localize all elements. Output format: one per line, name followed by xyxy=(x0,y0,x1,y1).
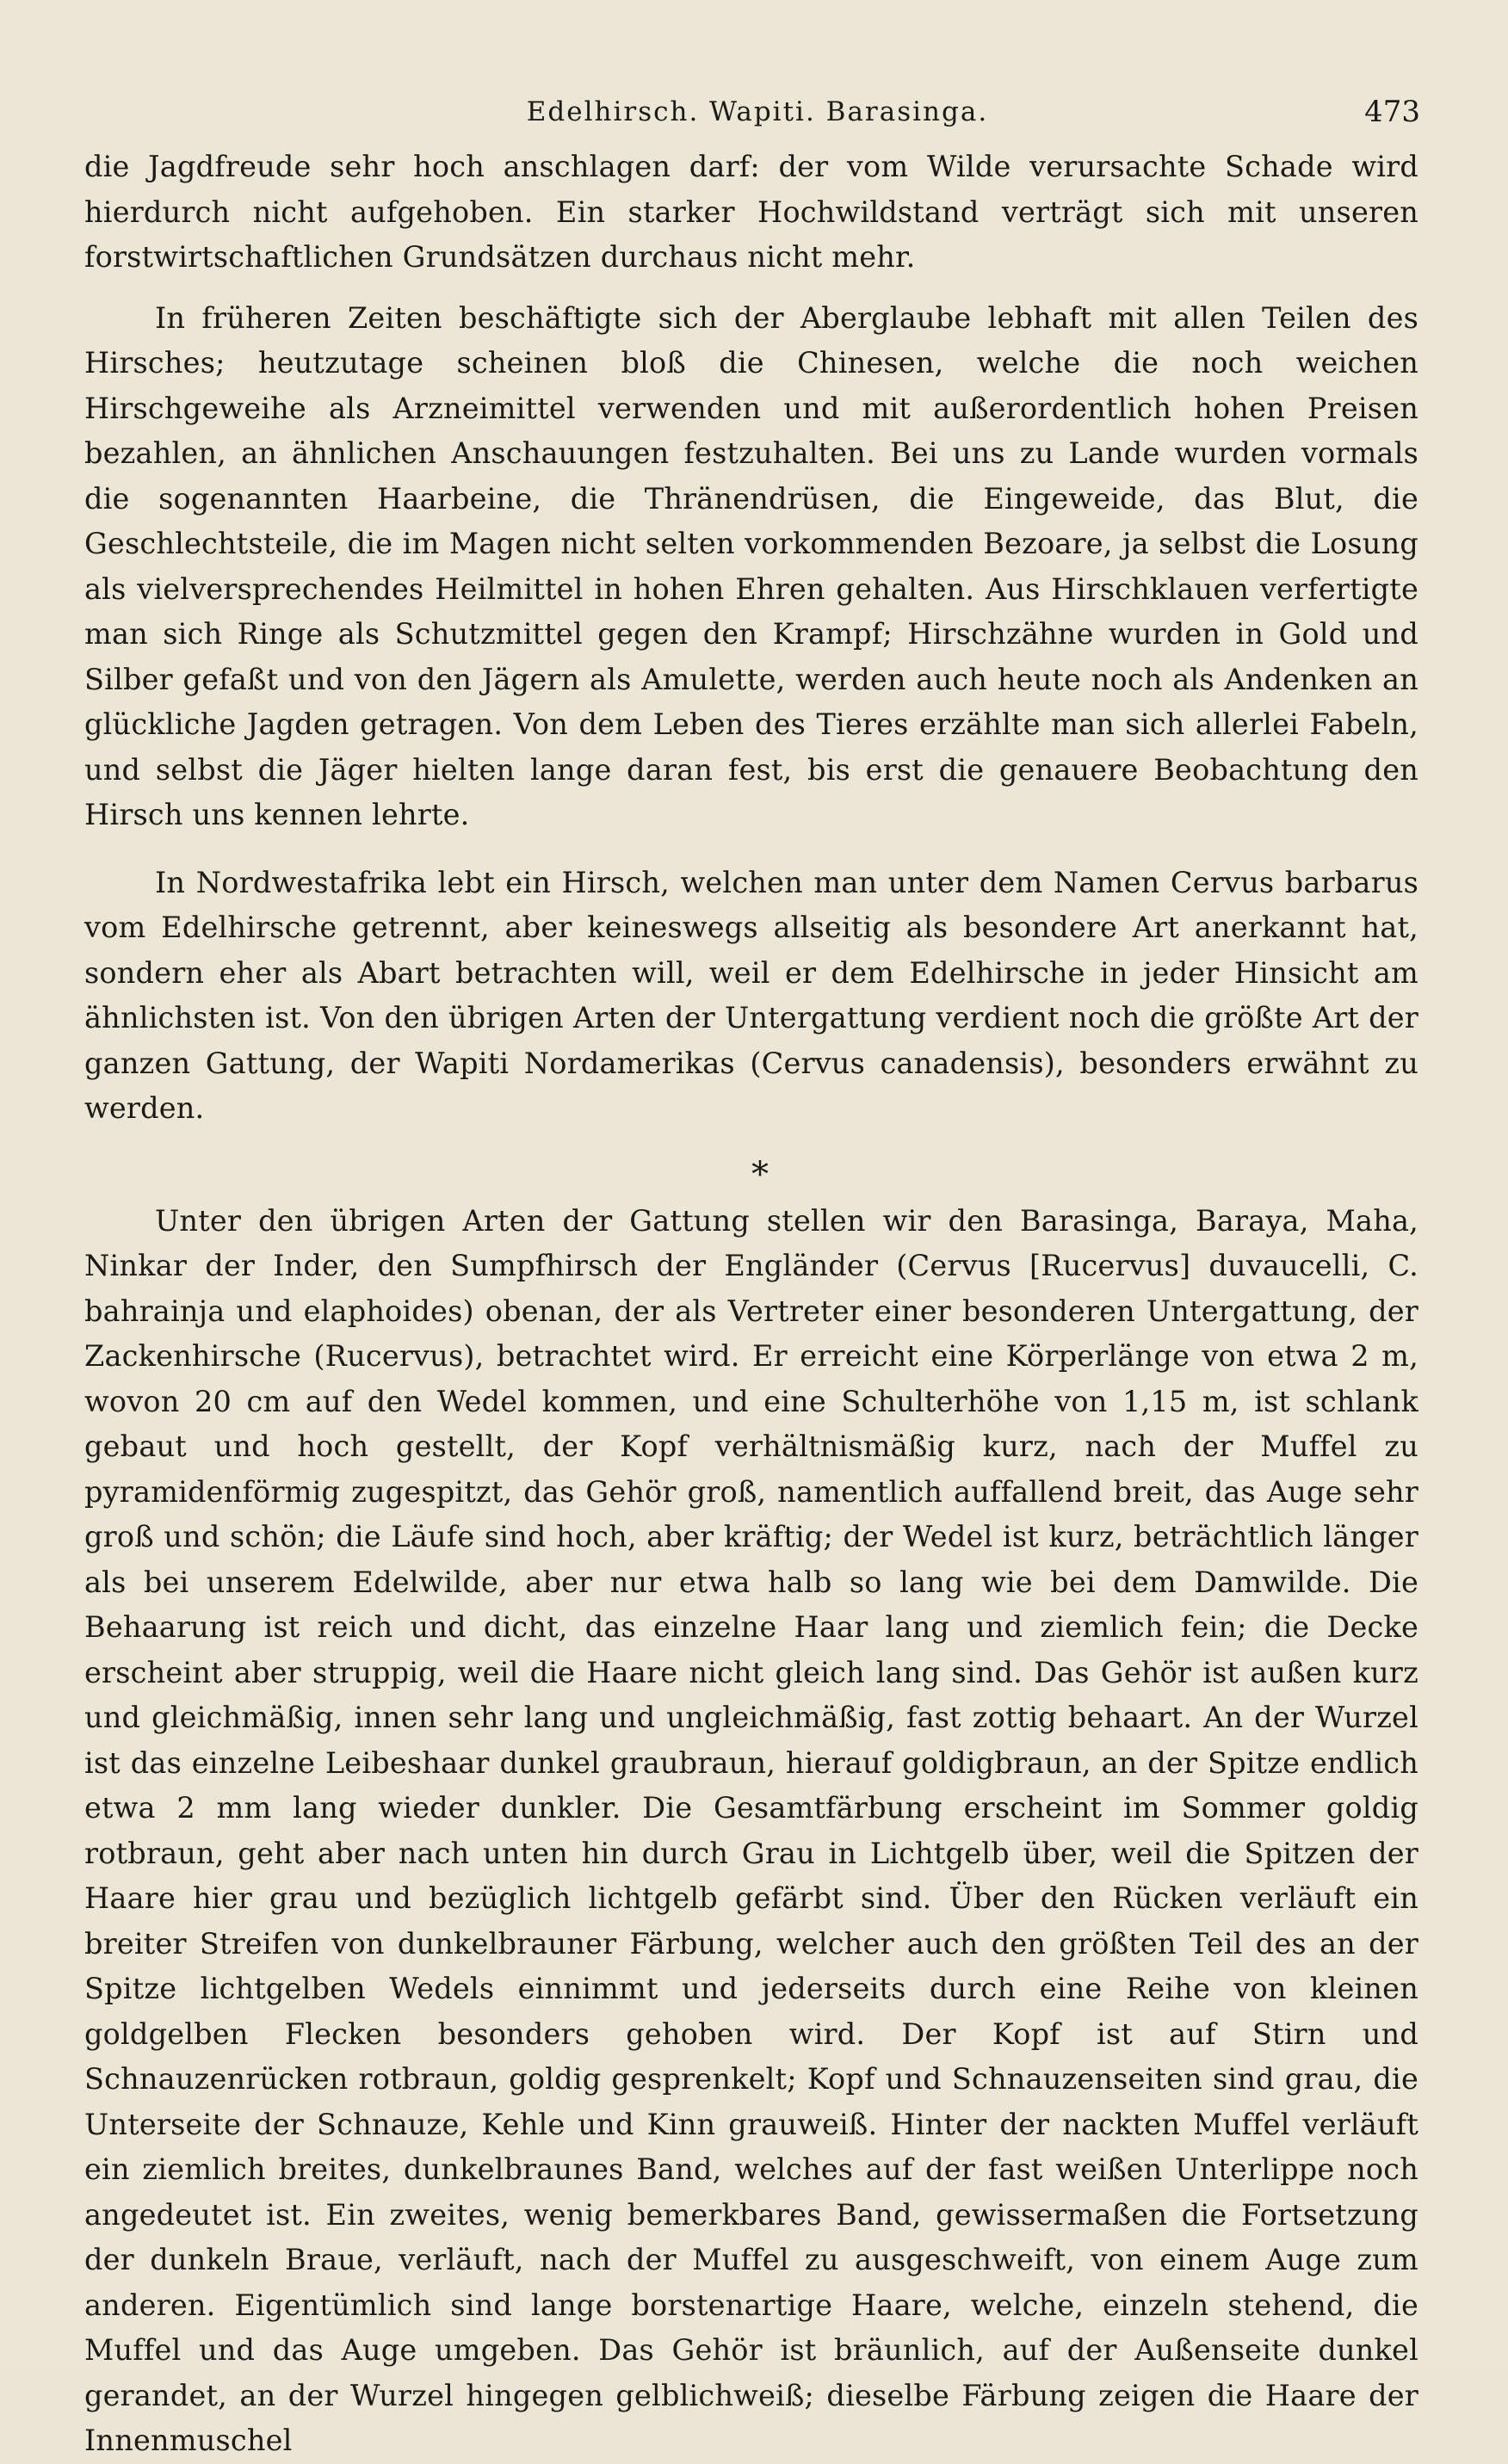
page-number: 473 xyxy=(1364,95,1420,129)
paragraph-wapiti: In Nordwestafrika lebt ein Hirsch, welchen man unter dem Namen Cervus barbarus vom Edelhirsche getrennt, aber keineswegs allseitig als besondere Art anerkannt hat, sondern eher als Abart betrachten will, weil er dem Edelhirsche in jeder Hinsicht am ähnlichsten ist. Von den übrigen Arten der Untergattung verdient noch die größte Art der ganzen Gattung, der Wapiti Nordamerikas (Cervus canadensis), besonders erwähnt zu werden. xyxy=(84,865,1418,1125)
running-title: Edelhirsch. Wapiti. Barasinga. xyxy=(526,96,989,127)
section-separator: * xyxy=(751,1154,769,1195)
paragraph-continued: die Jagdfreude sehr hoch anschlagen darf: der vom Wilde verursachte Schade wird hierdurch nicht aufgehoben. Ein starker Hochwildstand verträgt sich mit unseren forstwirtschaftlichen Grundsätzen durchaus nicht mehr. xyxy=(84,150,1418,274)
paragraph-barasinga: Unter den übrigen Arten der Gattung stellen wir den Barasinga, Baraya, Maha, Ninkar der Inder, den Sumpfhirsch der Engländer (Cervus [Rucervus] duvaucelli, C. bahrainja und elaphoides) obenan, der als Vertreter einer besonderen Untergattung, der Zackenhirsche (Rucervus), betrachtet wird. Er erreicht eine Körperlänge von etwa 2 m, wovon 20 cm auf den Wedel kommen, und eine Schulterhöhe von 1,15 m, ist schlank gebaut und hoch gestellt, der Kopf verhältnismäßig kurz, nach der Muffel zu pyramidenförmig zugespitzt, das Gehör groß, namentlich auffallend breit, das Auge sehr groß und schön; die Läufe sind hoch, aber kräftig; der Wedel ist kurz, beträchtlich länger als bei unserem Edelwilde, aber nur etwa halb so lang wie bei dem Damwilde. Die Behaarung ist reich und dicht, das einzelne Haar lang und ziemlich fein; die Decke erscheint aber struppig, weil die Haare nicht gleich lang sind. Das Gehör ist außen kurz und gleichmäßig, innen sehr lang und ungleichmäßig, fast zottig behaart. An der Wurzel ist das einzelne Leibeshaar dunkel graubraun, hierauf goldigbraun, an der Spitze endlich etwa 2 mm lang wieder dunkler. Die Gesamtfärbung erscheint im Sommer goldig rotbraun, geht aber nach unten hin durch Grau in Lichtgelb über, weil die Spitzen der Haare hier grau und bezüglich lichtgelb gefärbt sind. Über den Rücken verläuft ein breiter Streifen von dunkelbrauner Färbung, welcher auch den größten Teil des an der Spitze lichtgelben Wedels einnimmt und jederseits durch eine Reihe von kleinen goldgelben Flecken besonders gehoben wird. Der Kopf ist auf Stirn und Schnauzenrücken rotbraun, goldig gesprenkelt; Kopf und Schnauzenseiten sind grau, die Unterseite der Schnauze, Kehle und Kinn grauweiß. Hinter der nackten Muffel verläuft ein ziemlich breites, dunkelbraunes Band, welches auf der fast weißen Unterlippe noch angedeutet ist. Ein zweites, wenig bemerkbares Band, gewissermaßen die Fortsetzung der dunkeln Braue, verläuft, nach der Muffel zu ausgeschweift, von einem Auge zum anderen. Eigentümlich sind lange borstenartige Haare, welche, einzeln stehend, die Muffel und das Auge umgeben. Das Gehör ist bräunlich, auf der Außenseite dunkel gerandet, an der Wurzel hingegen gelblichweiß; dieselbe Färbung zeigen die Haare der Innenmuschel xyxy=(84,1203,1418,2457)
paragraph-superstition: In früheren Zeiten beschäftigte sich der Aberglaube lebhaft mit allen Teilen des Hirsches; heutzutage scheinen bloß die Chinesen, welche die noch weichen Hirschgeweihe als Arzneimittel verwenden und mit außerordentlich hohen Preisen bezahlen, an ähnlichen Anschauungen festzuhalten. Bei uns zu Lande wurden vormals die sogenannten Haarbeine, die Thränendrüsen, die Eingeweide, das Blut, die Geschlechtsteile, die im Magen nicht selten vorkommenden Bezoare, ja selbst die Losung als vielversprechendes Heilmittel in hohen Ehren gehalten. Aus Hirschklauen verfertigte man sich Ringe als Schutzmittel gegen den Krampf; Hirschzähne wurden in Gold und Silber gefaßt und von den Jägern als Amulette, werden auch heute noch als Andenken an glückliche Jagden getragen. Von dem Leben des Tieres erzählte man sich allerlei Fabeln, und selbst die Jäger hielten lange daran fest, bis erst die genauere Beobachtung den Hirsch uns kennen lehrte. xyxy=(84,300,1418,831)
body-text xyxy=(84,145,1418,2464)
running-head xyxy=(95,86,1420,138)
